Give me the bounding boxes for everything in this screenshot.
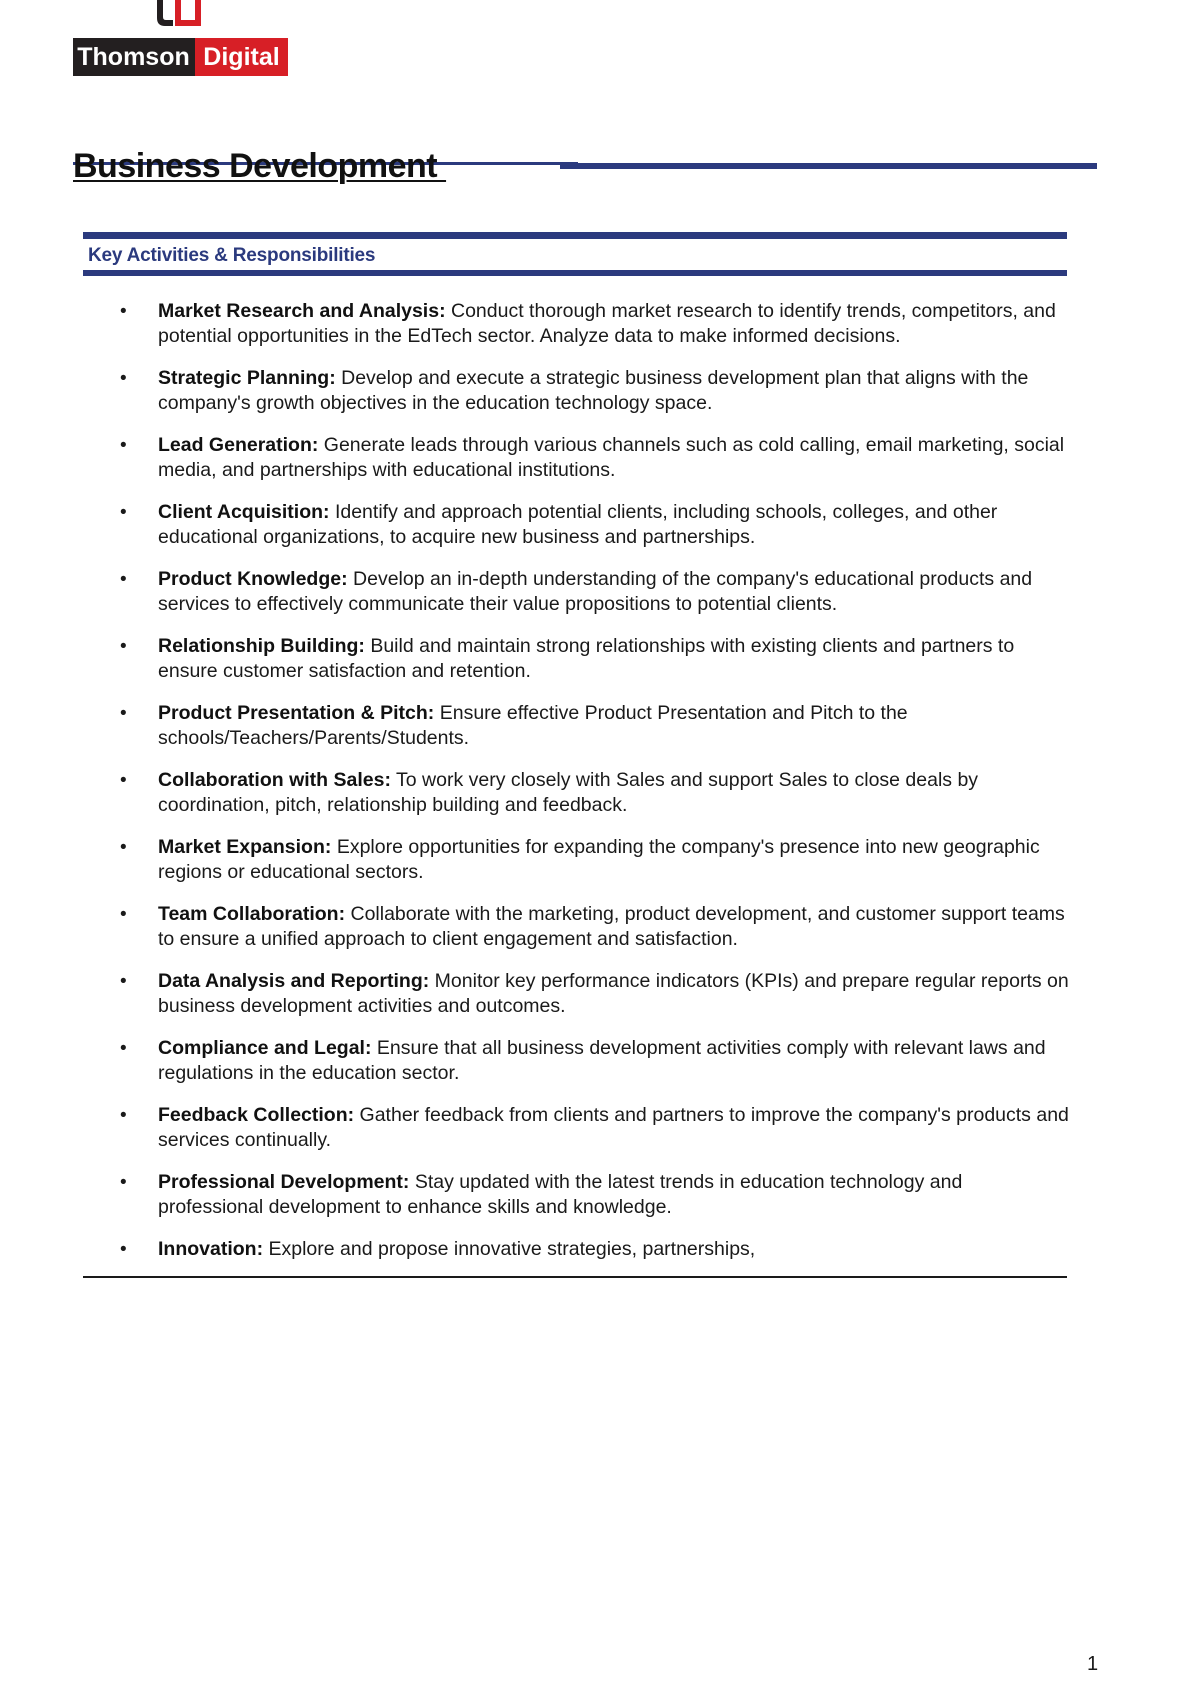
list-item [110,768,1070,835]
bullet-icon: • [120,502,127,523]
activity-term: Professional Development: [158,1171,410,1193]
activity-term: Strategic Planning: [158,367,336,389]
bottom-rule [83,1276,1067,1278]
bullet-icon: • [120,1172,127,1193]
activities-list [110,299,1070,1304]
activity-term: Product Presentation & Pitch: [158,702,435,724]
activity-term: Collaboration with Sales: [158,769,391,791]
activity-description: Develop and execute a strategic business development plan that aligns with the company's growth objectives in the education technology space. [158,367,1029,414]
activity-description: Monitor key performance indicators (KPIs) and prepare regular reports on business development activities and outcomes. [158,970,1069,1017]
list-item [110,1036,1070,1103]
activity-description: Explore opportunities for expanding the company's presence into new geographic regions or educational sectors. [158,836,1040,883]
activity-term: Data Analysis and Reporting: [158,970,430,992]
activity-description: Collaborate with the marketing, product development, and customer support teams to ensure a unified approach to client engagement and satisfaction. [158,903,1065,950]
activity-description: Ensure that all business development activities comply with relevant laws and regulations in the education sector. [158,1037,1046,1084]
activity-term: Market Research and Analysis: [158,300,446,322]
logo-mark-icon [151,0,205,30]
bullet-icon: • [120,435,127,456]
bullet-icon: • [120,904,127,925]
activity-term: Client Acquisition: [158,501,330,523]
list-item [110,366,1070,433]
activity-description: Identify and approach potential clients, including schools, colleges, and other educational organizations, to acquire new business and partnerships. [158,501,998,548]
activity-description: Develop an in-depth understanding of the company's educational products and services to effectively communicate their value propositions to potential clients. [158,568,1033,615]
list-item [110,1103,1070,1170]
title-rule-thick [560,163,1097,169]
activity-term: Relationship Building: [158,635,365,657]
list-item [110,835,1070,902]
activity-term: Compliance and Legal: [158,1037,372,1059]
activity-term: Feedback Collection: [158,1104,355,1126]
list-item [110,701,1070,768]
activity-description: Explore and propose innovative strategies, partnerships, [268,1238,756,1260]
activity-term: Product Knowledge: [158,568,348,590]
activity-term: Team Collaboration: [158,903,346,925]
list-item [110,1237,1070,1304]
activity-term: Lead Generation: [158,434,319,456]
list-item [110,634,1070,701]
list-item [110,433,1070,500]
page-number: 1 [1087,1653,1099,1675]
section-rule-top [83,232,1067,239]
bullet-icon: • [120,301,127,322]
list-item [110,969,1070,1036]
logo-word-thomson: Thomson [73,38,195,76]
list-item [110,1170,1070,1237]
activity-term: Innovation: [158,1238,264,1260]
bullet-icon: • [120,1038,127,1059]
bullet-icon: • [120,837,127,858]
page-title: Business Development [73,147,447,185]
company-logo [73,0,288,78]
activity-term: Market Expansion: [158,836,332,858]
activity-description: Ensure effective Product Presentation and Pitch to the schools/Teachers/Parents/Students. [158,702,908,749]
activity-description: Generate leads through various channels such as cold calling, email marketing, social media, and partnerships with educational institutions. [158,434,1065,481]
list-item [110,299,1070,366]
bullet-icon: • [120,636,127,657]
bullet-icon: • [120,770,127,791]
bullet-icon: • [120,569,127,590]
activity-description: Gather feedback from clients and partners to improve the company's products and services continually. [158,1104,1069,1151]
activity-description: Build and maintain strong relationships with existing clients and partners to ensure customer satisfaction and retention. [158,635,1015,682]
bullet-icon: • [120,971,127,992]
bullet-icon: • [120,1239,127,1260]
bullet-icon: • [120,368,127,389]
section-rule-bottom [83,270,1067,276]
list-item [110,500,1070,567]
activity-description: To work very closely with Sales and support Sales to close deals by coordination, pitch, relationship building and feedback. [158,769,979,816]
activity-description: Stay updated with the latest trends in education technology and professional development to enhance skills and knowledge. [158,1171,963,1218]
logo-word-digital: Digital [195,38,288,76]
activity-description: Conduct thorough market research to identify trends, competitors, and potential opportunities in the EdTech sector. Analyze data to make informed decisions. [158,300,1056,347]
list-item [110,567,1070,634]
bullet-icon: • [120,1105,127,1126]
logo-wordmark [73,38,288,76]
bullet-icon: • [120,703,127,724]
section-heading: Key Activities & Responsibilities [88,245,376,266]
list-item [110,902,1070,969]
